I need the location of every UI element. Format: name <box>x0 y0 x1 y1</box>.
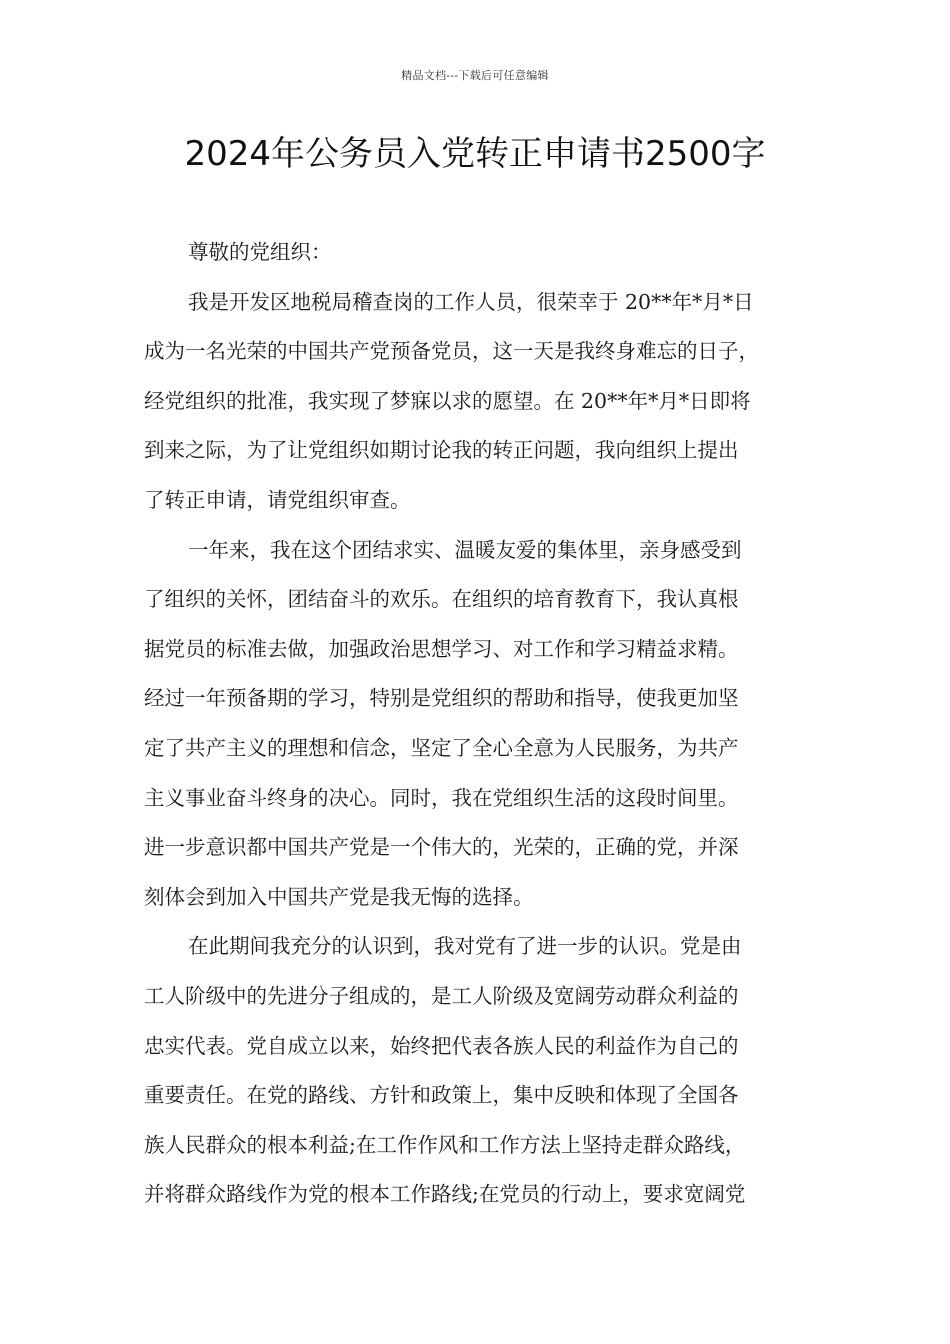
paragraph-3 <box>144 922 812 1220</box>
paragraph-line: 主义事业奋斗终身的决心。同时，我在党组织生活的这段时间里。 <box>144 785 739 810</box>
document-body <box>144 228 812 1220</box>
paragraph-line: 我是开发区地税局稽查岗的工作人员，很荣幸于 20**年*月*日 <box>188 289 754 314</box>
paragraph-line: 刻体会到加入中国共产党是我无悔的选择。 <box>144 884 534 909</box>
paragraph-line: 进一步意识都中国共产党是一个伟大的，光荣的，正确的党，并深 <box>144 835 739 860</box>
paragraph-line: 忠实代表。党自成立以来，始终把代表各族人民的利益作为自己的 <box>144 1033 739 1058</box>
paragraph-line: 一年来，我在这个团结求实、温暖友爱的集体里，亲身感受到 <box>188 537 742 562</box>
paragraph-1 <box>144 278 812 526</box>
paragraph-line: 重要责任。在党的路线、方针和政策上，集中反映和体现了全国各 <box>144 1083 739 1108</box>
paragraph-line: 工人阶级中的先进分子组成的，是工人阶级及宽阔劳动群众利益的 <box>144 983 739 1008</box>
paragraph-line: 经党组织的批准，我实现了梦寐以求的愿望。在 20**年*月*日即将 <box>144 388 751 413</box>
paragraph-line: 经过一年预备期的学习，特别是党组织的帮助和指导，使我更加坚 <box>144 686 739 711</box>
paragraph-line: 成为一名光荣的中国共产党预备党员，这一天是我终身难忘的日子， <box>144 339 759 364</box>
paragraph-line: 并将群众路线作为党的根本工作路线;在党员的行动上，要求宽阔党 <box>144 1182 746 1207</box>
paragraph-line: 到来之际，为了让党组织如期讨论我的转正问题，我向组织上提出 <box>144 438 739 463</box>
salutation: 尊敬的党组织： <box>188 240 332 264</box>
paragraph-line: 在此期间我充分的认识到，我对党有了进一步的认识。党是由 <box>188 934 742 959</box>
paragraph-line: 定了共产主义的理想和信念，坚定了全心全意为人民服务，为共产 <box>144 735 739 760</box>
paragraph-line: 了转正申请，请党组织审查。 <box>144 487 411 512</box>
document-title: 2024年公务员入党转正申请书2500字 <box>184 134 766 174</box>
paragraph-line: 据党员的标准去做，加强政治思想学习、对工作和学习精益求精。 <box>144 636 739 661</box>
paragraph-line: 了组织的关怀，团结奋斗的欢乐。在组织的培育教育下，我认真根 <box>144 587 739 612</box>
header-note: 精品文档---下载后可任意编辑 <box>401 69 549 82</box>
paragraph-2 <box>144 526 812 923</box>
paragraph-line: 族人民群众的根本利益;在工作作风和工作方法上坚持走群众路线， <box>144 1132 746 1157</box>
